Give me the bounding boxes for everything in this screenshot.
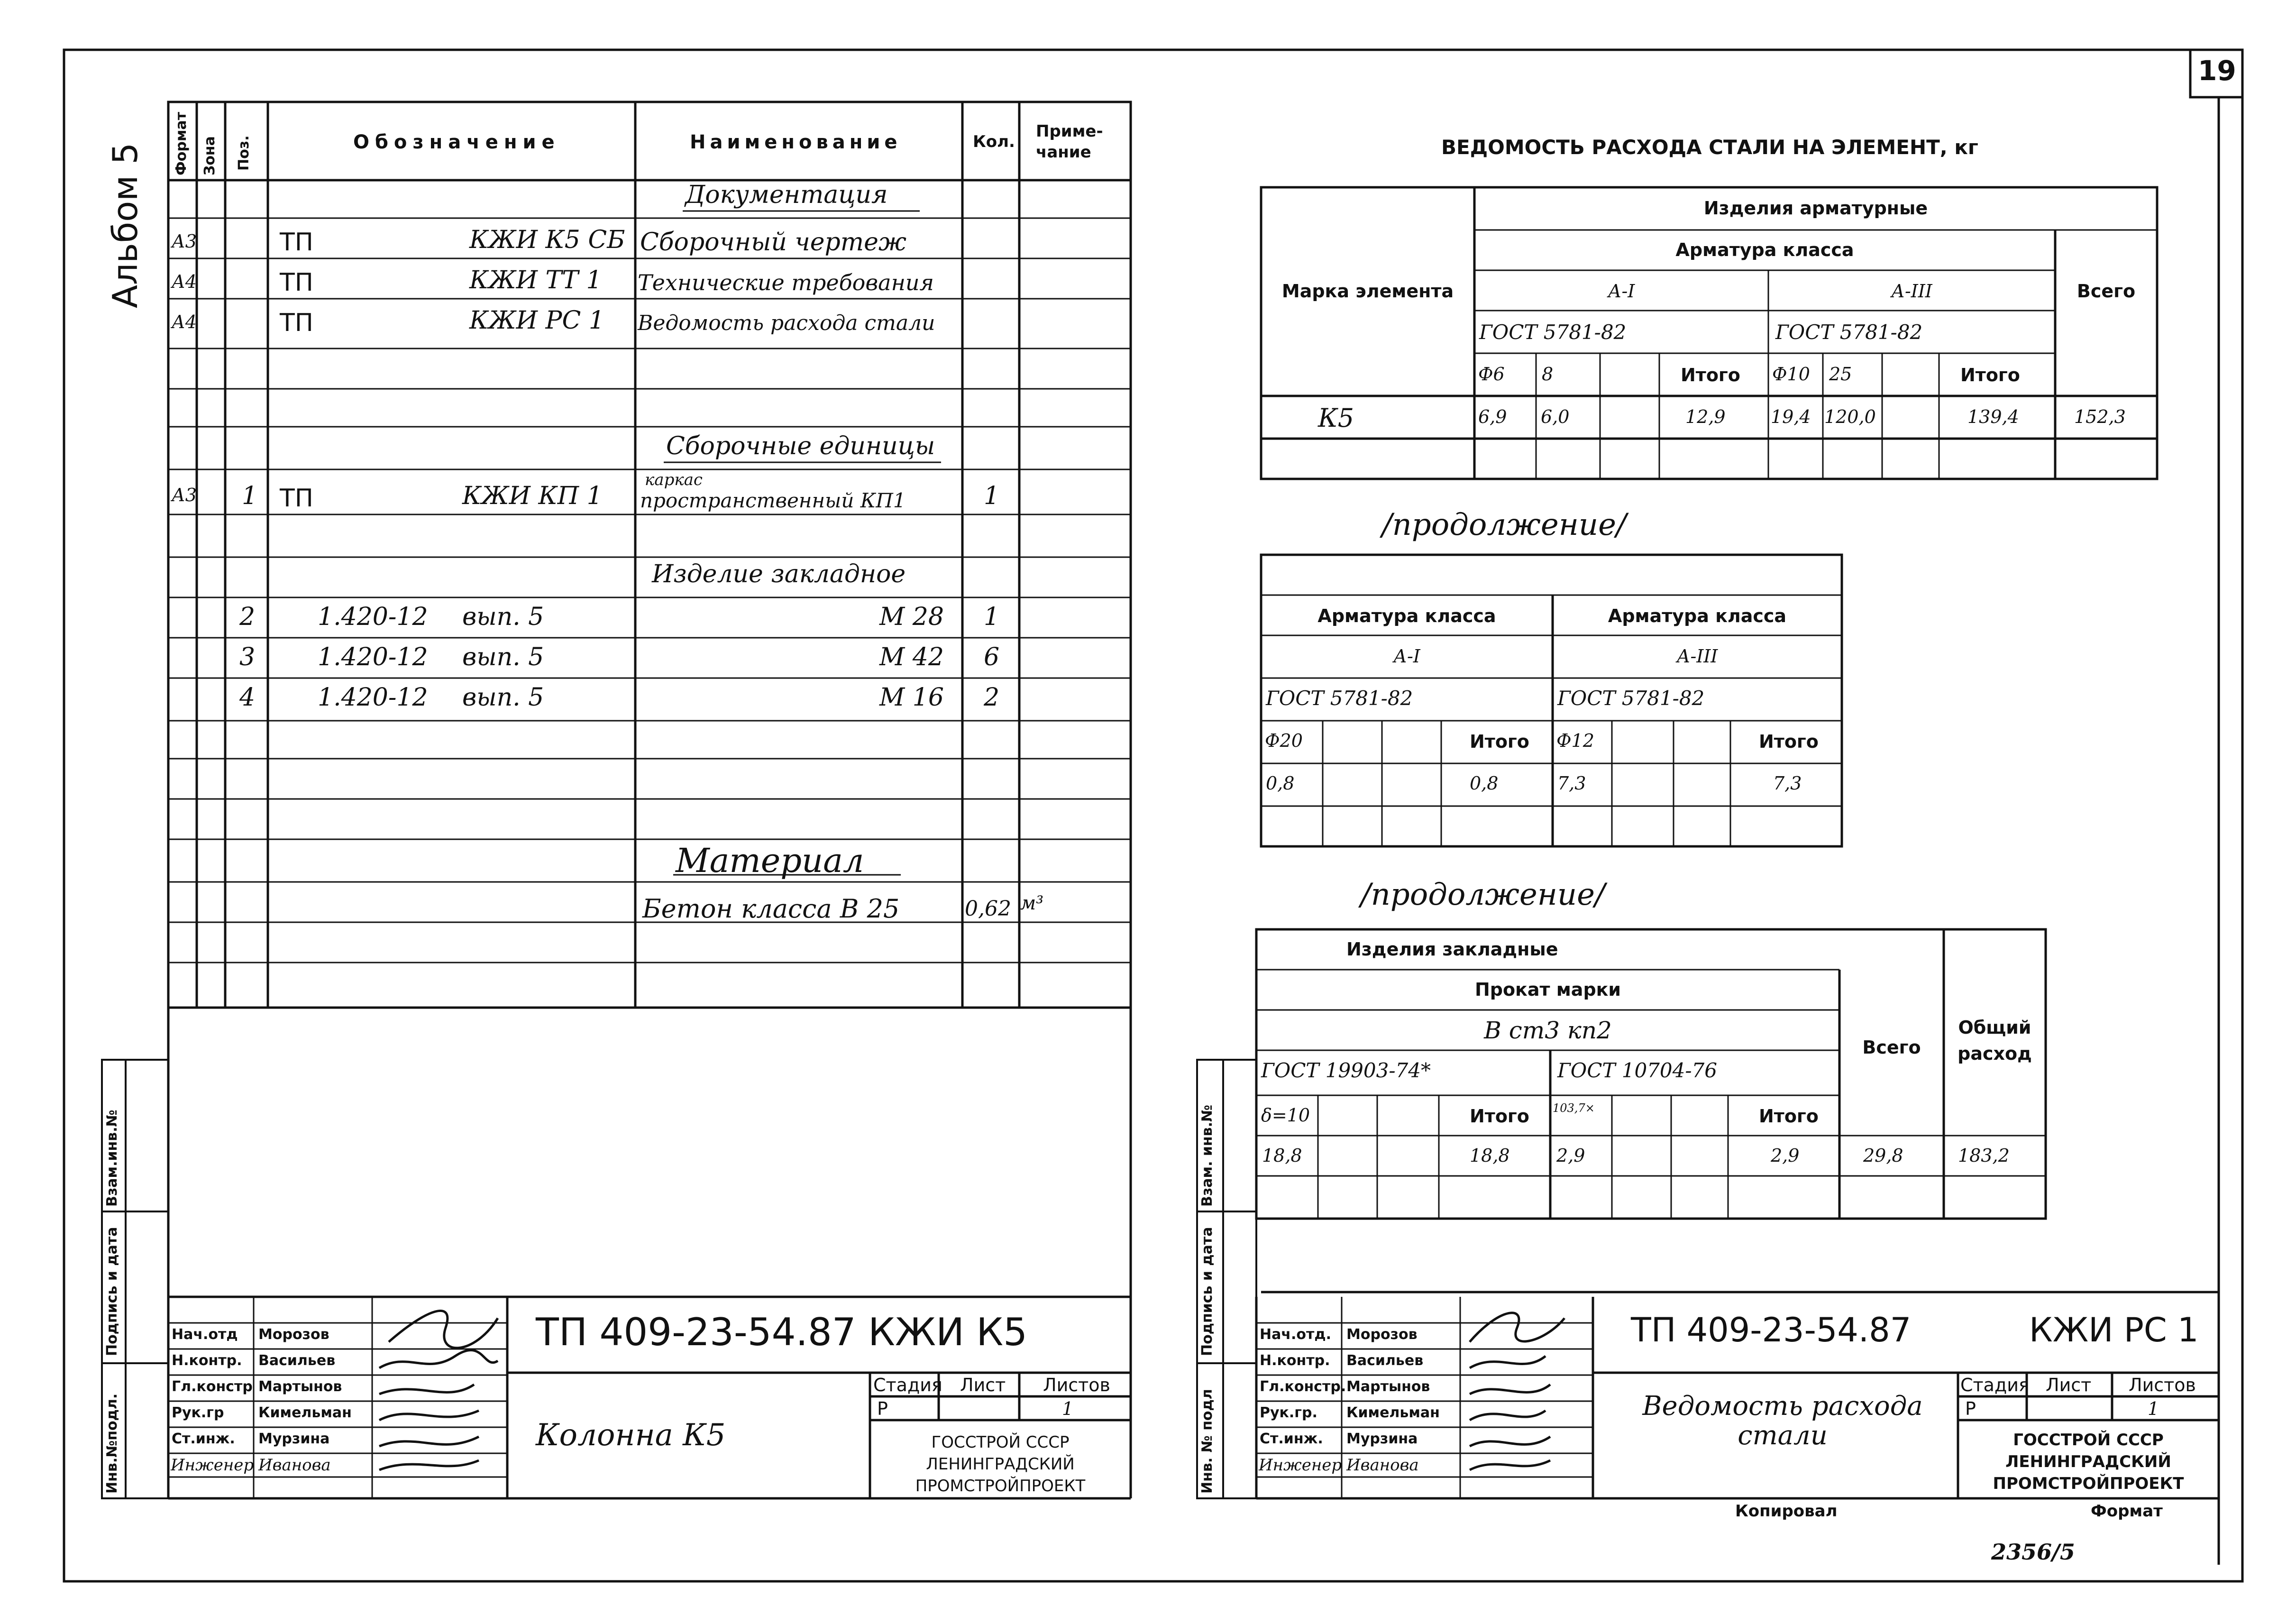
row-name: Сборочный чертеж: [640, 228, 906, 257]
t1-cell: 139,4: [1967, 406, 2019, 427]
t1-products-header: Изделия арматурные: [1703, 198, 1928, 219]
row-prefix: ТП: [280, 268, 313, 297]
t2-gost2: ГОСТ 5781-82: [1557, 687, 1705, 710]
col-header: Итого: [1470, 731, 1529, 752]
header-qty: Кол.: [973, 132, 1015, 151]
role-label: Н.контр.: [172, 1352, 242, 1369]
header-designation: Обозначение: [353, 131, 560, 153]
row-pos: 3: [239, 643, 256, 671]
person-name: Васильев: [258, 1352, 336, 1369]
section-embedded: Изделие закладное: [652, 560, 906, 588]
role-label: Рук.гр.: [1260, 1404, 1317, 1421]
row-pos: 2: [239, 603, 256, 631]
t2-class1: А-I: [1393, 646, 1420, 667]
col-header: Итого: [1681, 365, 1740, 385]
section-assembly: Сборочные единицы: [666, 432, 935, 460]
t3-gost1: ГОСТ 19903-74*: [1261, 1059, 1431, 1082]
role-label: Нач.отд: [172, 1326, 238, 1343]
t3-cell: 2,9: [1556, 1145, 1585, 1166]
role-label: Рук.гр: [172, 1404, 224, 1421]
row-prefix: ТП: [280, 484, 313, 513]
role-label: Ст.инж.: [1260, 1431, 1323, 1447]
row-format: А3: [172, 485, 197, 505]
header-zone: Зона: [201, 136, 218, 175]
row-prefix: ТП: [280, 309, 313, 337]
row-name: пространственный КП1: [640, 489, 906, 512]
role-label: Н.контр.: [1260, 1352, 1330, 1369]
col-header: Итого: [1470, 1106, 1529, 1127]
left-stamp-inv-podl: Инв.№подл.: [104, 1393, 120, 1494]
t1-gost2: ГОСТ 5781-82: [1775, 321, 1923, 344]
t1-gost1: ГОСТ 5781-82: [1479, 321, 1627, 344]
t3-general: 183,2: [1958, 1145, 2010, 1166]
role-label: Инженер: [171, 1456, 254, 1475]
row-qty: 1: [984, 482, 1000, 510]
person-name: Иванова: [1346, 1456, 1419, 1475]
person-name: Мурзина: [1346, 1431, 1418, 1447]
row-code: 1.420-12: [318, 683, 428, 712]
person-name: Мурзина: [258, 1431, 330, 1447]
page-number: 19: [2198, 55, 2236, 87]
col-header: Ф10: [1772, 364, 1810, 385]
t1-total: 152,3: [2074, 406, 2126, 427]
right-stamp-vzam: Взам. инв.№: [1199, 1104, 1216, 1207]
col-header: Ф6: [1478, 364, 1505, 385]
t1-mark-header: Марка элемента: [1281, 281, 1454, 302]
t1-cell: 19,4: [1771, 406, 1811, 427]
col-header: Ф12: [1556, 730, 1594, 751]
col-header: Итого: [1759, 1106, 1819, 1127]
steel-title: ВЕДОМОСТЬ РАСХОДА СТАЛИ НА ЭЛЕМЕНТ, кг: [1441, 136, 1978, 159]
t3-rolled-header: Прокат марки: [1474, 979, 1621, 1000]
row-prefix: ТП: [280, 228, 313, 257]
row-pos: 1: [242, 482, 258, 510]
left-org: [870, 1432, 1131, 1497]
t2-class-header-1: Арматура класса: [1317, 606, 1496, 626]
t2-class2: А-III: [1676, 646, 1718, 667]
t1-class-header: Арматура класса: [1675, 239, 1854, 260]
t3-cell: 18,8: [1470, 1145, 1510, 1166]
row-mark: М 28: [879, 603, 944, 631]
row-name: Технические требования: [638, 270, 934, 295]
right-stamp-inv-podl: Инв. № подл: [1199, 1389, 1216, 1494]
continuation-1: /продолжение/: [1382, 507, 1627, 542]
footer-copy: Копировал: [1735, 1502, 1838, 1521]
row-code: КЖИ ТТ 1: [469, 266, 602, 294]
col-header: Итого: [1960, 365, 2020, 385]
t3-total-header: Всего: [1862, 1037, 1921, 1058]
right-stage-header: Стадия: [1960, 1375, 2030, 1395]
left-sheets-header: Листов: [1043, 1375, 1110, 1395]
row-qty: 2: [984, 683, 1000, 712]
t1-cell: 6,9: [1478, 406, 1507, 427]
footer-number: 2356/5: [1991, 1539, 2075, 1565]
row-format: А4: [172, 312, 197, 332]
person-name: Морозов: [1346, 1326, 1418, 1343]
right-org: [1958, 1430, 2219, 1495]
left-sheet-header: Лист: [960, 1375, 1006, 1395]
row-name-top: каркас: [645, 470, 703, 489]
t1-cell: 6,0: [1541, 406, 1570, 427]
row-issue: вып. 5: [462, 683, 544, 712]
col-header: Итого: [1759, 731, 1819, 752]
section-material: Материал: [676, 841, 864, 880]
t2-cell: 0,8: [1266, 773, 1295, 794]
t2-cell: 7,3: [1773, 773, 1802, 794]
right-title: Ведомость расхода стали: [1642, 1391, 1923, 1451]
col-header: 8: [1542, 364, 1554, 385]
org-line: ЛЕНИНГРАДСКИЙ: [2005, 1452, 2171, 1471]
org-line: ПРОМСТРОЙПРОЕКТ: [915, 1476, 1086, 1496]
t3-general-header: Общий расход: [1958, 1017, 2032, 1064]
role-label: Инженер: [1259, 1456, 1342, 1475]
t1-class1: А-I: [1608, 281, 1635, 302]
right-sheets-header: Листов: [2129, 1375, 2196, 1395]
right-designation: ТП 409-23-54.87: [1631, 1311, 1912, 1349]
row-mark: М 16: [879, 683, 944, 712]
t2-class-header-2: Арматура класса: [1608, 606, 1787, 626]
t3-cell: 18,8: [1262, 1145, 1302, 1166]
row-format: А4: [172, 271, 197, 292]
row-code: 1.420-12: [318, 603, 428, 631]
material-name: Бетон класса В 25: [642, 894, 900, 924]
person-name: Кимельман: [1346, 1404, 1440, 1421]
person-name: Морозов: [258, 1326, 329, 1343]
left-stage: Р: [877, 1398, 888, 1419]
org-line: ЛЕНИНГРАДСКИЙ: [926, 1454, 1075, 1474]
row-code: КЖИ РС 1: [469, 306, 604, 335]
left-stamp-vzam: Взам.инв.№: [104, 1110, 120, 1207]
material-unit: м³: [1020, 892, 1044, 914]
person-name: Мартынов: [1346, 1378, 1430, 1395]
person-name: Иванова: [258, 1456, 331, 1475]
t2-gost1: ГОСТ 5781-82: [1266, 687, 1413, 710]
row-issue: вып. 5: [462, 603, 544, 631]
t1-cell: 120,0: [1824, 406, 1876, 427]
col-header: 25: [1829, 364, 1852, 385]
section-documentation: Документация: [685, 181, 888, 209]
row-name: Ведомость расхода стали: [638, 311, 935, 335]
person-name: Васильев: [1346, 1352, 1424, 1369]
person-name: Кимельман: [258, 1404, 352, 1421]
col-header: δ=10: [1261, 1105, 1310, 1126]
t1-mark: К5: [1318, 403, 1354, 433]
t3-steel-grade: В ст3 кп2: [1484, 1017, 1612, 1044]
header-format: Формат: [173, 112, 190, 175]
role-label: Ст.инж.: [172, 1431, 235, 1447]
role-label: Гл.констр.: [1260, 1378, 1346, 1395]
row-code: КЖИ КП 1: [462, 482, 603, 510]
header-pos: Поз.: [236, 135, 252, 171]
header-note: Приме-чание: [1036, 122, 1103, 162]
t1-total-header: Всего: [2076, 281, 2136, 302]
t3-gost2: ГОСТ 10704-76: [1557, 1059, 1717, 1082]
org-line: ПРОМСТРОЙПРОЕКТ: [1993, 1474, 2184, 1493]
left-stamp-sign-date: Подпись и дата: [104, 1227, 120, 1356]
right-stamp-sign-date: Подпись и дата: [1199, 1227, 1216, 1356]
row-pos: 4: [239, 683, 256, 712]
t3-total: 29,8: [1863, 1145, 1903, 1166]
role-label: Гл.констр: [172, 1378, 253, 1395]
t3-products-header: Изделия закладные: [1346, 939, 1558, 960]
album-label: Альбом 5: [105, 142, 145, 308]
t2-cell: 7,3: [1557, 773, 1586, 794]
right-stage: Р: [1965, 1398, 1976, 1419]
left-designation: ТП 409-23-54.87 КЖИ К5: [536, 1310, 1028, 1354]
footer-format: Формат: [2091, 1502, 2163, 1521]
row-qty: 6: [984, 643, 1000, 671]
right-sheet: 1: [2148, 1398, 2159, 1419]
row-mark: М 42: [879, 643, 944, 671]
person-name: Мартынов: [258, 1378, 342, 1395]
col-header: Ф20: [1265, 730, 1303, 751]
row-issue: вып. 5: [462, 643, 544, 671]
left-stage-header: Стадия: [873, 1375, 942, 1395]
t1-cell: 12,9: [1685, 406, 1726, 427]
row-format: А3: [172, 231, 197, 252]
row-code: КЖИ К5 СБ: [469, 226, 625, 254]
right-doc-code: КЖИ РС 1: [2029, 1311, 2199, 1349]
t1-class2: А-III: [1891, 281, 1932, 302]
left-title: Колонна К5: [536, 1418, 726, 1453]
material-qty: 0,62: [965, 897, 1011, 921]
row-qty: 1: [984, 603, 1000, 631]
t3-cell: 2,9: [1771, 1145, 1800, 1166]
right-sheet-header: Лист: [2046, 1375, 2092, 1395]
left-sheets: 1: [1062, 1398, 1074, 1419]
header-name: Наименование: [690, 131, 902, 153]
org-line: ГОССТРОЙ СССР: [931, 1433, 1070, 1452]
continuation-2: /продолжение/: [1361, 877, 1605, 912]
t2-cell: 0,8: [1470, 773, 1499, 794]
col-header: 103,7×: [1553, 1101, 1595, 1115]
row-code: 1.420-12: [318, 643, 428, 671]
role-label: Нач.отд.: [1260, 1326, 1331, 1343]
org-line: ГОССТРОЙ СССР: [2013, 1431, 2164, 1450]
